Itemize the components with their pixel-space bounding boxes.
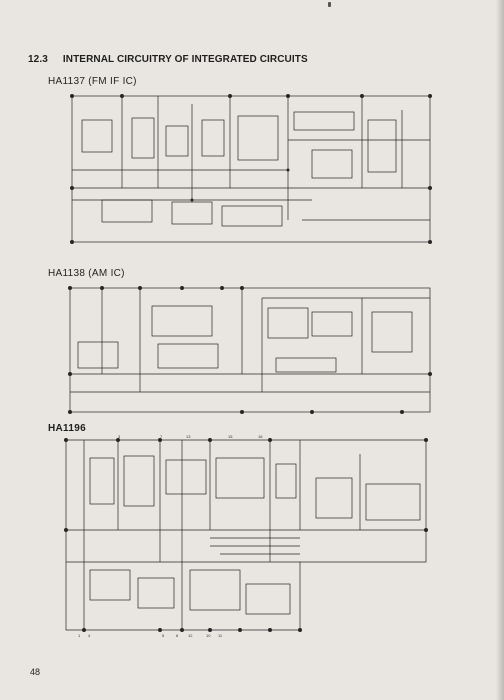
- pin-label: 11: [218, 633, 223, 638]
- pin-label: 5: [162, 633, 165, 638]
- page-number: 48: [30, 667, 41, 677]
- pin-label: 7: [160, 434, 163, 439]
- pin-label: 15: [228, 434, 233, 439]
- pin-label: 6: [176, 633, 179, 638]
- pin-label: 10: [206, 633, 211, 638]
- diagram-label-ha1137: HA1137 (FM IF IC): [48, 76, 137, 87]
- pin-label: 13: [186, 434, 191, 439]
- staple-mark: [328, 2, 331, 7]
- section-number: 12.3: [28, 54, 48, 65]
- page-edge-shadow: [496, 0, 504, 700]
- schematic-ha1196: [60, 434, 432, 644]
- pin-label: 4: [88, 633, 91, 638]
- schematic-ha1137: [62, 90, 438, 250]
- pin-label: 12: [188, 633, 193, 638]
- section-heading: [28, 54, 308, 65]
- pin-label: 1: [78, 633, 81, 638]
- diagram-label-ha1138: HA1138 (AM IC): [48, 268, 125, 279]
- schematic-ha1138: [62, 282, 438, 418]
- diagram-label-ha1196: HA1196: [48, 423, 86, 434]
- pin-label: 16: [258, 434, 263, 439]
- section-title: INTERNAL CIRCUITRY OF INTEGRATED CIRCUITS: [62, 54, 308, 65]
- pin-label: 3: [118, 434, 121, 439]
